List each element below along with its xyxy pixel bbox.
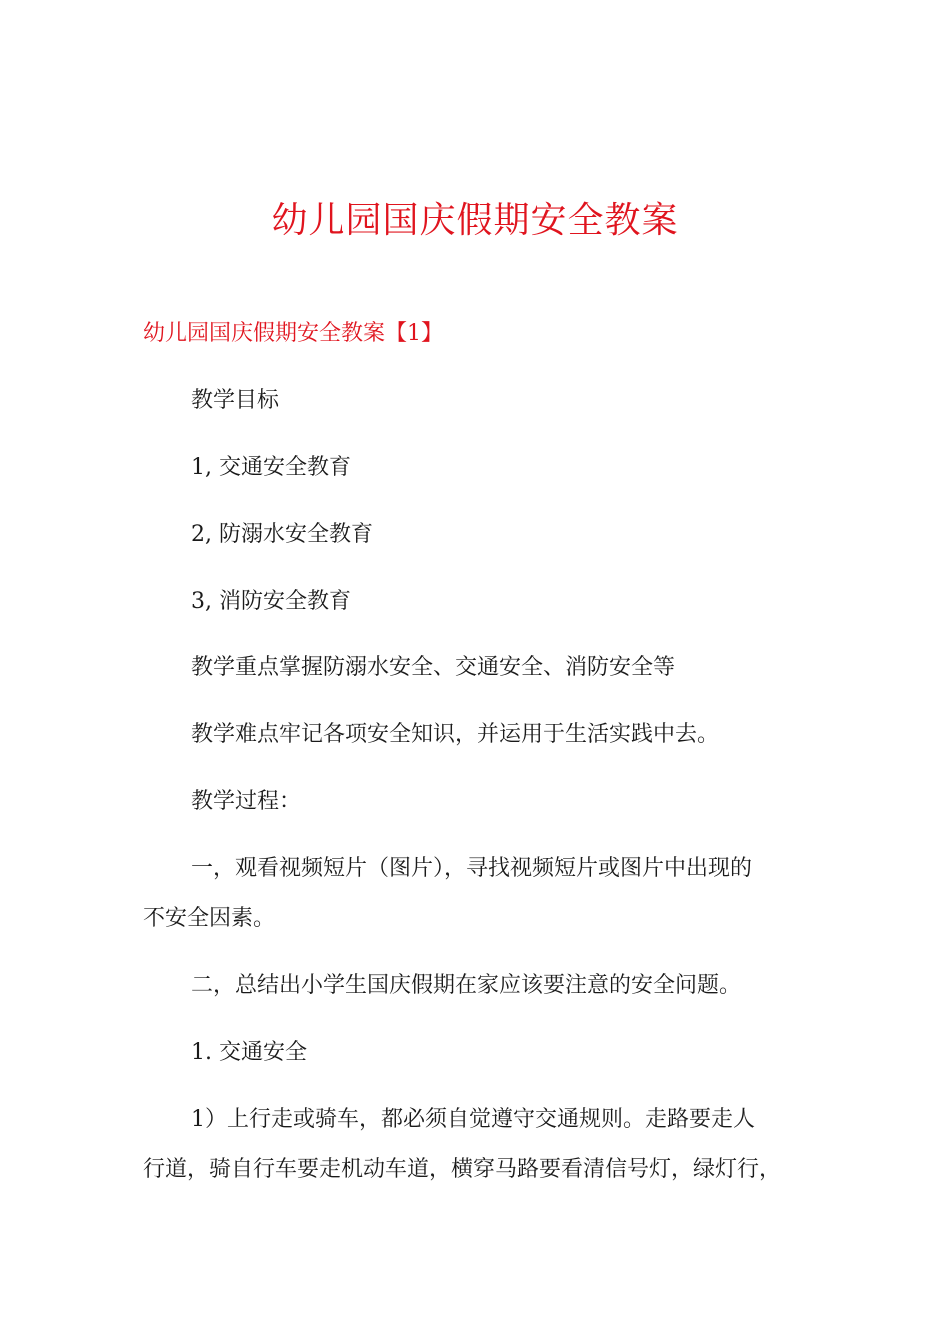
traffic-rule-line-1: 1）上行走或骑车，都必须自觉遵守交通规则。走路要走人	[191, 1107, 755, 1132]
step-1-line-2: 不安全因素。	[143, 906, 276, 931]
goal-item-2: 2, 防溺水安全教育	[191, 522, 373, 547]
goal-item-1: 1, 交通安全教育	[191, 455, 351, 480]
step-2-paragraph: 二，总结出小学生国庆假期在家应该要注意的安全问题。	[191, 973, 742, 998]
difficulties-paragraph: 教学难点牢记各项安全知识，并运用于生活实践中去。	[191, 722, 720, 747]
document-title: 幼儿园国庆假期安全教案	[271, 200, 679, 241]
section-heading: 幼儿园国庆假期安全教案【1】	[143, 321, 443, 346]
goal-item-3: 3, 消防安全教育	[191, 589, 351, 614]
step-1-line-1: 一，观看视频短片（图片），寻找视频短片或图片中出现的	[191, 856, 753, 881]
process-heading: 教学过程：	[191, 789, 302, 814]
key-points-paragraph: 教学重点掌握防溺水安全、交通安全、消防安全等	[191, 655, 676, 680]
traffic-heading: 1. 交通安全	[191, 1040, 307, 1065]
traffic-rule-line-2: 行道，骑自行车要走机动车道，横穿马路要看清信号灯，绿灯行，	[143, 1157, 782, 1182]
goal-heading: 教学目标	[191, 388, 280, 413]
